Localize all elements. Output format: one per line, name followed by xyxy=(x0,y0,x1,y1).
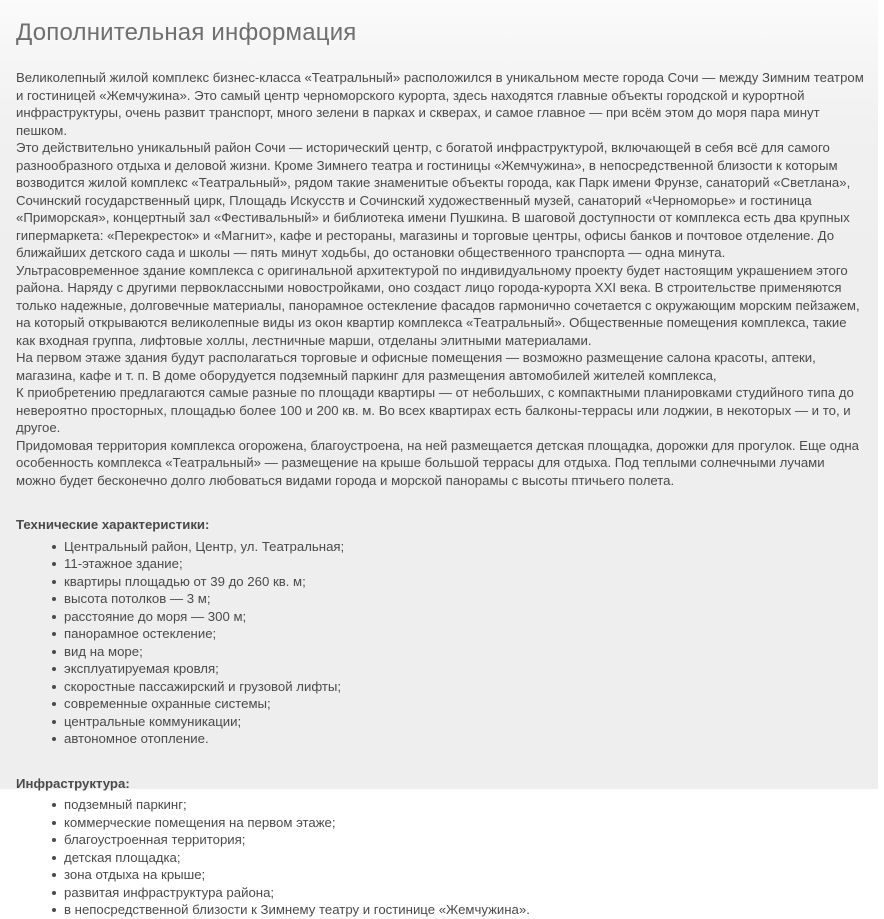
list-item: зона отдыха на крыше; xyxy=(52,866,864,884)
infrastructure-section xyxy=(16,748,864,919)
list-item: вид на море; xyxy=(52,643,864,661)
list-item: развитая инфраструктура района; xyxy=(52,884,864,902)
list-item: современные охранные системы; xyxy=(52,695,864,713)
list-item: в непосредственной близости к Зимнему театру и гостинице «Жемчужина». xyxy=(52,901,864,919)
list-item: высота потолков — 3 м; xyxy=(52,590,864,608)
description-paragraph: Великолепный жилой комплекс бизнес-класса «Театральный» расположился в уникальном месте города Сочи — между Зимним театром и гостиницей «Жемчужина». Это самый центр черноморского курорта, здесь находятся главные объекты городской и курортной инфраструктуры, очень развит транспорт, много зелени в парках и скверах, и самое главное — при всём этом до моря пара минут пешком. xyxy=(16,70,864,138)
specs-heading: Технические характеристики: xyxy=(16,517,210,532)
list-item: детская площадка; xyxy=(52,849,864,867)
description-paragraph: На первом этаже здания будут располагаться торговые и офисные помещения — возможно размещение салона красоты, аптеки, магазина, кафе и т. п. В доме оборудуется подземный паркинг для размещения автомобилей жителей комплекса, xyxy=(16,350,816,383)
list-item: благоустроенная территория; xyxy=(52,831,864,849)
description-paragraph: Это действительно уникальный район Сочи — исторический центр, с богатой инфраструктурой, включающей в себя всё для самого разнообразного отдыха и деловой жизни. Кроме Зимнего театра и гостиницы «Жемчужина», в непосредственной близости к которым возводится жилой комплекс «Театральный», рядом такие знаменитые объекты города, как Парк имени Фрунзе, санаторий «Светлана», Сочинский государственный цирк, Площадь Искусств и Сочинский художественный музей, санаторий «Черноморье» и гостиница «Приморская», концертный зал «Фестивальный» и библиотека имени Пушкина. В шаговой доступности от комплекса есть два крупных гипермаркета: «Перекресток» и «Магнит», кафе и рестораны, магазины и торговые центры, офисы банков и почтовое отделение. До ближайших детского сада и школы — пять минут ходьбы, до остановки общественного транспорта — одна минута. xyxy=(16,140,851,260)
list-item: подземный паркинг; xyxy=(52,796,864,814)
description-block xyxy=(16,48,864,489)
list-item: центральные коммуникации; xyxy=(52,713,864,731)
description-paragraph: Придомовая территория комплекса огорожена, благоустроена, на ней размещается детская площадка, дорожки для прогулок. Еще одна особенность комплекса «Театральный» — размещение на крыше большой террасы для отдыха. Под теплыми солнечными лучами можно будет бесконечно долго любоваться видами города и морской панорамы с высоты птичьего полета. xyxy=(16,437,860,488)
list-item: эксплуатируемая кровля; xyxy=(52,660,864,678)
list-item: скоростные пассажирский и грузовой лифты; xyxy=(52,678,864,696)
list-item: расстояние до моря — 300 м; xyxy=(52,608,864,626)
infrastructure-list xyxy=(16,792,864,919)
specs-list xyxy=(16,534,864,748)
description-paragraph: Ультрасовременное здание комплекса с оригинальной архитектурой по индивидуальному проекту будет настоящим украшением этого района. Наряду с другими первоклассными новостройками, оно создаст лицо города-курорта XXI века. В строительстве применяются только надежные, долговечные материалы, панорамное остекление фасадов гармонично сочетается с окружающим морским пейзажем, на который открываются великолепные виды из окон квартир комплекса «Театральный». Общественные помещения комплекса, такие как входная группа, лифтовые холлы, лестничные марши, отделаны элитными материалами. xyxy=(16,262,860,348)
list-item: квартиры площадью от 39 до 260 кв. м; xyxy=(52,573,864,591)
list-item: панорамное остекление; xyxy=(52,625,864,643)
specs-section xyxy=(16,489,864,748)
page-title: Дополнительная информация xyxy=(16,19,357,46)
list-item: Центральный район, Центр, ул. Театральная; xyxy=(52,538,864,556)
infrastructure-heading: Инфраструктура: xyxy=(16,775,130,791)
description-paragraph: К приобретению предлагаются самые разные по площади квартиры — от небольших, с компактными планировками студийного типа до невероятно просторных, площадью более 100 и 200 кв. м. Во всех квартирах есть балконы-террасы или лоджии, в некоторых — и то, и другое. xyxy=(16,385,854,435)
list-item: автономное отопление. xyxy=(52,730,864,748)
list-item: 11-этажное здание; xyxy=(52,555,864,573)
list-item: коммерческие помещения на первом этаже; xyxy=(52,814,864,832)
